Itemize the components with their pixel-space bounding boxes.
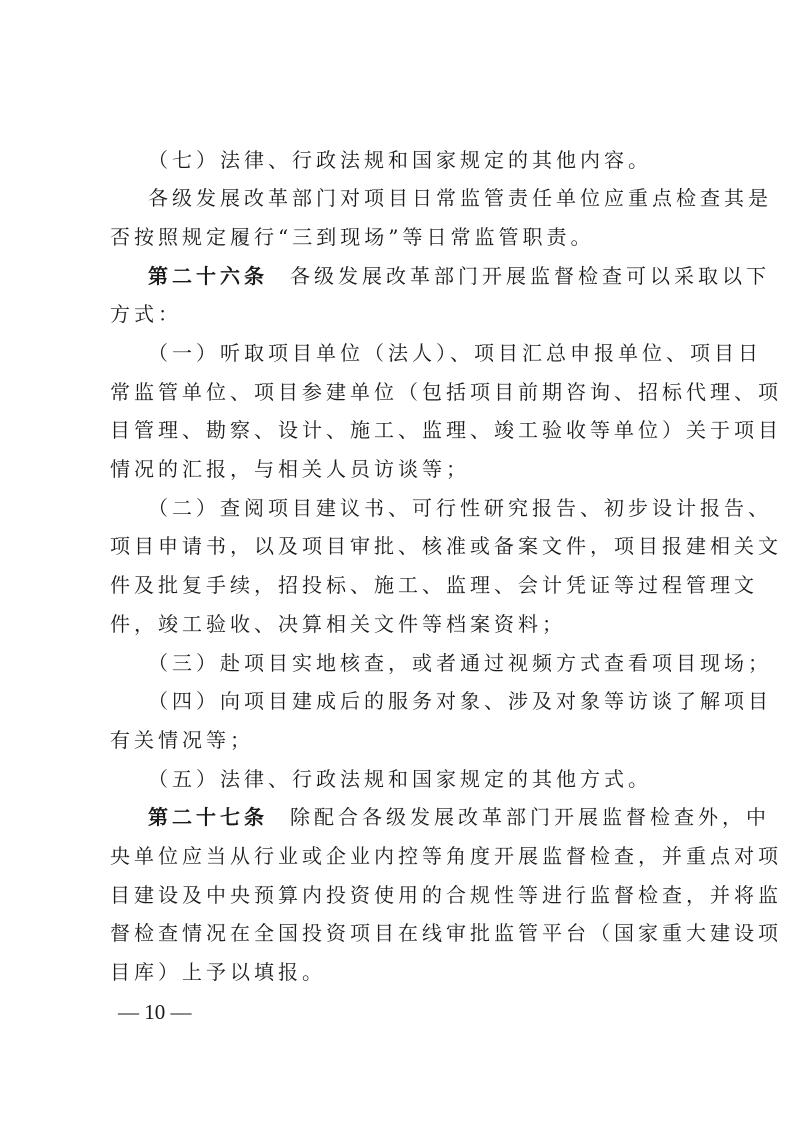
- text-line: 各级发展改革部门对项目日常监管责任单位应重点检查其是: [148, 186, 772, 210]
- text-line-item1: （一）听取项目单位（法人）、项目汇总申报单位、项目日: [148, 341, 762, 365]
- article-27-line: [148, 805, 770, 829]
- text-line: 常监管单位、项目参建单位（包括项目前期咨询、招标代理、项: [110, 380, 782, 404]
- text-line: 件，竣工验收、决算相关文件等档案资料；: [110, 612, 566, 636]
- text-line: 目库）上予以填报。: [110, 960, 326, 984]
- article-27-text: 除配合各级发展改革部门开展监督检查外，中: [290, 805, 770, 829]
- text-line-item5: （五）法律、行政法规和国家规定的其他方式。: [148, 767, 652, 791]
- article-26-heading: 第二十六条: [148, 264, 268, 288]
- text-line: 方式：: [110, 302, 182, 326]
- text-line: 否按照规定履行“三到现场”等日常监管职责。: [110, 225, 595, 249]
- text-line: 有关情况等；: [110, 728, 254, 752]
- text-line: 督检查情况在全国投资项目在线审批监管平台（国家重大建设项: [110, 921, 782, 945]
- text-line-item7: （七）法律、行政法规和国家规定的其他内容。: [148, 148, 652, 172]
- text-line-item3: （三）赴项目实地核查，或者通过视频方式查看项目现场；: [148, 651, 772, 675]
- article-27-heading: 第二十七条: [148, 805, 268, 829]
- page-number: — 10 —: [118, 1000, 192, 1024]
- text-line: 目建设及中央预算内投资使用的合规性等进行监督检查，并将监: [110, 883, 782, 907]
- text-line-item4: （四）向项目建成后的服务对象、涉及对象等访谈了解项目: [148, 689, 772, 713]
- text-line: 件及批复手续，招投标、施工、监理、会计凭证等过程管理文: [110, 573, 758, 597]
- text-line: 情况的汇报，与相关人员访谈等；: [110, 457, 470, 481]
- article-26-line: [148, 264, 770, 288]
- text-line: 目管理、勘察、设计、施工、监理、竣工验收等单位）关于项目: [110, 418, 782, 442]
- text-line: 项目申请书，以及项目审批、核准或备案文件，项目报建相关文: [110, 534, 782, 558]
- article-26-text: 各级发展改革部门开展监督检查可以采取以下: [290, 264, 770, 288]
- text-line-item2: （二）查阅项目建议书、可行性研究报告、初步设计报告、: [148, 496, 772, 520]
- text-line: 央单位应当从行业或企业内控等角度开展监督检查，并重点对项: [110, 844, 782, 868]
